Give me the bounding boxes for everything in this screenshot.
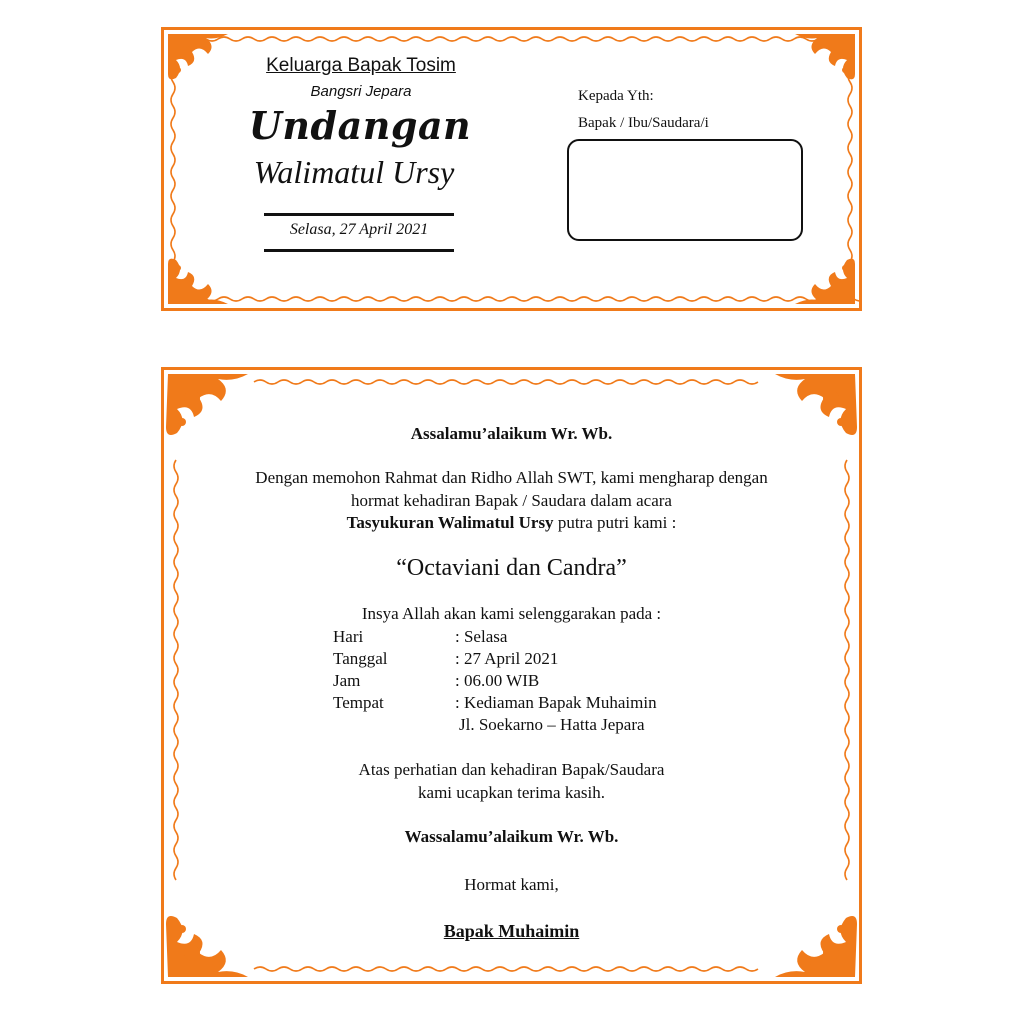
body-line-3-rest: putra putri kami :: [553, 513, 677, 532]
invitation-title: Undangan: [248, 103, 472, 148]
detail-label-date: Tanggal: [333, 649, 388, 668]
corner-ornament-icon: [168, 34, 228, 79]
detail-label-time: Jam: [333, 671, 361, 690]
signer-name: Bapak Muhaimin: [443, 921, 580, 941]
closing-greeting: Wassalamu’alaikum Wr. Wb.: [404, 827, 619, 846]
family-origin: Bangsri Jepara: [310, 83, 412, 100]
detail-address: Jl. Soekarno – Hatta Jepara: [459, 715, 645, 734]
recipient-address-box[interactable]: [567, 139, 803, 241]
recipient-label: Kepada Yth:: [578, 88, 654, 104]
detail-value-day: : Selasa: [455, 627, 508, 646]
schedule-intro: Insya Allah akan kami selenggarakan pada :: [361, 604, 662, 623]
date-rule-top: [264, 213, 454, 216]
event-subtitle: Walimatul Ursy: [253, 154, 455, 190]
regards: Hormat kami,: [464, 875, 559, 894]
closing-line-2: kami ucapkan terima kasih.: [418, 783, 605, 802]
date-rule-bottom: [264, 249, 454, 252]
body-line-1: Dengan memohon Rahmat dan Ridho Allah SWT, kami mengharap dengan: [255, 468, 768, 487]
event-date: Selasa, 27 April 2021: [289, 221, 429, 238]
couple-names: “Octaviani dan Candra”: [396, 555, 627, 581]
event-name: Tasyukuran Walimatul Ursy: [346, 513, 554, 532]
opening-greeting: Assalamu’alaikum Wr. Wb.: [410, 424, 613, 443]
detail-value-time: : 06.00 WIB: [455, 671, 540, 690]
detail-label-place: Tempat: [333, 693, 384, 712]
detail-label-day: Hari: [333, 627, 364, 646]
family-name: Keluarga Bapak Tosim: [266, 55, 456, 76]
detail-value-date: : 27 April 2021: [455, 649, 559, 668]
detail-value-place: : Kediaman Bapak Muhaimin: [455, 693, 657, 712]
body-line-2: hormat kehadiran Bapak / Saudara dalam acara: [351, 491, 672, 510]
closing-line-1: Atas perhatian dan kehadiran Bapak/Saudara: [358, 760, 665, 779]
recipient-salutation: Bapak / Ibu/Saudara/i: [578, 115, 709, 131]
body-line-3: [161, 513, 862, 533]
